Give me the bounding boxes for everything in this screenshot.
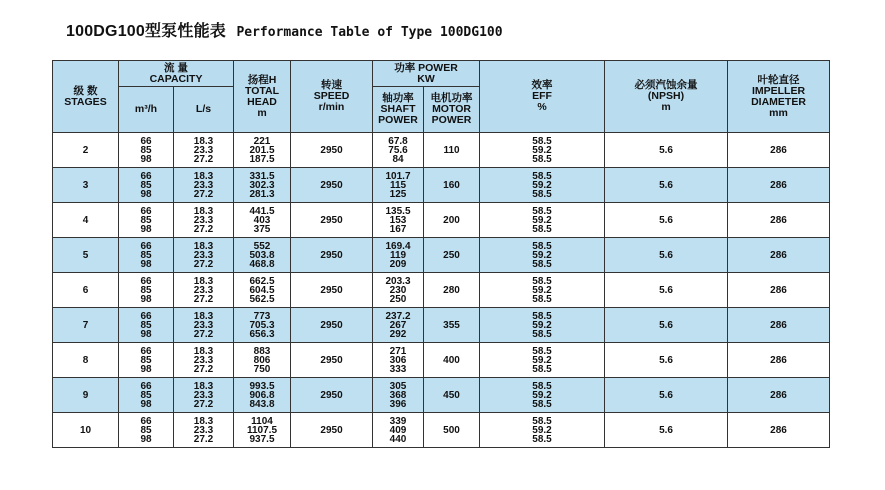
- cell-speed: 2950: [291, 308, 373, 343]
- cell-value: 375: [253, 223, 271, 235]
- cell-value: 58.5: [532, 275, 552, 287]
- cell-shaft: [373, 168, 424, 203]
- cell-imp: 286: [728, 238, 830, 273]
- cell-value: 806: [253, 354, 271, 366]
- header-m3h: m³/h: [119, 87, 174, 133]
- cell-value: 135.5: [385, 205, 411, 217]
- cell-stage: 8: [53, 343, 119, 378]
- cell-value: 468.8: [249, 258, 275, 270]
- cell-speed: 2950: [291, 273, 373, 308]
- cell-q2: [174, 203, 234, 238]
- cell-head: [234, 203, 291, 238]
- cell-value: 23.3: [193, 284, 214, 296]
- cell-imp: 286: [728, 413, 830, 448]
- cell-value: 27.2: [193, 258, 214, 270]
- cell-value: 85: [140, 319, 152, 331]
- cell-value: 396: [389, 398, 407, 410]
- cell-value: 58.5: [532, 345, 552, 357]
- header-eff: 效率 EFF %: [480, 61, 605, 133]
- cell-imp: 286: [728, 378, 830, 413]
- cell-value: 59.2: [532, 144, 552, 156]
- cell-value: 85: [140, 424, 152, 436]
- cell-value: 27.2: [193, 433, 214, 445]
- cell-value: 58.5: [532, 153, 552, 165]
- table-row: [53, 343, 830, 378]
- cell-eff: [480, 308, 605, 343]
- cell-value: 937.5: [249, 433, 275, 445]
- cell-value: 98: [140, 188, 152, 200]
- cell-value: 98: [140, 363, 152, 375]
- cell-value: 66: [140, 415, 152, 427]
- cell-value: 306: [389, 354, 407, 366]
- cell-value: 125: [389, 188, 407, 200]
- cell-value: 27.2: [193, 223, 214, 235]
- cell-motor: 450: [424, 378, 480, 413]
- cell-imp: 286: [728, 203, 830, 238]
- cell-eff: [480, 238, 605, 273]
- cell-value: 440: [389, 433, 407, 445]
- cell-eff: [480, 378, 605, 413]
- cell-value: 750: [253, 363, 271, 375]
- cell-value: 604.5: [249, 284, 275, 296]
- header-stages: 级 数 STAGES: [53, 61, 119, 133]
- performance-table: [52, 60, 830, 448]
- cell-eff: [480, 133, 605, 168]
- header-capacity: 流 量 CAPACITY: [119, 61, 234, 87]
- cell-q1: [119, 168, 174, 203]
- cell-value: 85: [140, 144, 152, 156]
- cell-value: 58.5: [532, 188, 552, 200]
- cell-value: 59.2: [532, 424, 552, 436]
- cell-imp: 286: [728, 343, 830, 378]
- cell-stage: 7: [53, 308, 119, 343]
- cell-value: 98: [140, 328, 152, 340]
- cell-value: 98: [140, 223, 152, 235]
- cell-value: 66: [140, 275, 152, 287]
- cell-motor: 250: [424, 238, 480, 273]
- cell-motor: 500: [424, 413, 480, 448]
- cell-value: 59.2: [532, 179, 552, 191]
- cell-value: 58.5: [532, 293, 552, 305]
- cell-eff: [480, 168, 605, 203]
- cell-head: [234, 308, 291, 343]
- header-head: 扬程H TOTAL HEAD m: [234, 61, 291, 133]
- cell-value: 23.3: [193, 389, 214, 401]
- cell-value: 203.3: [385, 275, 411, 287]
- cell-q2: [174, 238, 234, 273]
- cell-value: 23.3: [193, 144, 214, 156]
- cell-eff: [480, 343, 605, 378]
- cell-motor: 400: [424, 343, 480, 378]
- cell-value: 409: [389, 424, 407, 436]
- cell-value: 993.5: [249, 380, 275, 392]
- header-shaft-power: 轴功率 SHAFT POWER: [373, 87, 424, 133]
- cell-value: 84: [392, 153, 404, 165]
- cell-value: 18.3: [193, 170, 214, 182]
- cell-q2: [174, 133, 234, 168]
- cell-eff: [480, 273, 605, 308]
- cell-value: 27.2: [193, 188, 214, 200]
- cell-head: [234, 133, 291, 168]
- cell-value: 441.5: [249, 205, 275, 217]
- page-title: [66, 18, 503, 41]
- cell-value: 58.5: [532, 135, 552, 147]
- cell-npsh: 5.6: [605, 168, 728, 203]
- cell-motor: 110: [424, 133, 480, 168]
- cell-value: 302.3: [249, 179, 275, 191]
- title-en: Performance Table of Type 100DG100: [236, 25, 503, 40]
- cell-value: 66: [140, 310, 152, 322]
- cell-value: 66: [140, 170, 152, 182]
- cell-value: 58.5: [532, 170, 552, 182]
- cell-npsh: 5.6: [605, 238, 728, 273]
- cell-value: 23.3: [193, 424, 214, 436]
- cell-value: 85: [140, 284, 152, 296]
- cell-speed: 2950: [291, 168, 373, 203]
- cell-value: 66: [140, 205, 152, 217]
- cell-value: 58.5: [532, 433, 552, 445]
- table-row: [53, 378, 830, 413]
- cell-value: 75.6: [388, 144, 408, 156]
- cell-imp: 286: [728, 168, 830, 203]
- header-power: 功率 POWER KW: [373, 61, 480, 87]
- cell-value: 23.3: [193, 214, 214, 226]
- cell-stage: 5: [53, 238, 119, 273]
- cell-value: 58.5: [532, 240, 552, 252]
- cell-q2: [174, 168, 234, 203]
- table-row: [53, 238, 830, 273]
- cell-value: 58.5: [532, 328, 552, 340]
- cell-q1: [119, 378, 174, 413]
- cell-q1: [119, 343, 174, 378]
- cell-value: 18.3: [193, 275, 214, 287]
- cell-value: 230: [389, 284, 407, 296]
- cell-value: 59.2: [532, 319, 552, 331]
- cell-value: 153: [389, 214, 407, 226]
- cell-value: 98: [140, 153, 152, 165]
- cell-value: 23.3: [193, 249, 214, 261]
- header-impeller: 叶轮直径 IMPELLER DIAMETER mm: [728, 61, 830, 133]
- cell-npsh: 5.6: [605, 273, 728, 308]
- cell-value: 119: [389, 249, 407, 261]
- cell-value: 167: [389, 223, 407, 235]
- cell-value: 201.5: [249, 144, 275, 156]
- cell-value: 403: [253, 214, 271, 226]
- cell-motor: 280: [424, 273, 480, 308]
- cell-q2: [174, 378, 234, 413]
- cell-npsh: 5.6: [605, 413, 728, 448]
- table-row: [53, 273, 830, 308]
- cell-npsh: 5.6: [605, 378, 728, 413]
- cell-value: 59.2: [532, 284, 552, 296]
- cell-imp: 286: [728, 133, 830, 168]
- cell-q2: [174, 273, 234, 308]
- cell-value: 221: [253, 135, 271, 147]
- cell-eff: [480, 203, 605, 238]
- cell-value: 58.5: [532, 223, 552, 235]
- cell-value: 27.2: [193, 398, 214, 410]
- cell-value: 18.3: [193, 310, 214, 322]
- table-row: [53, 308, 830, 343]
- cell-value: 773: [253, 310, 271, 322]
- cell-value: 85: [140, 354, 152, 366]
- table-row: [53, 133, 830, 168]
- cell-value: 98: [140, 258, 152, 270]
- cell-npsh: 5.6: [605, 203, 728, 238]
- cell-value: 27.2: [193, 293, 214, 305]
- cell-value: 23.3: [193, 354, 214, 366]
- cell-value: 662.5: [249, 275, 275, 287]
- cell-value: 58.5: [532, 310, 552, 322]
- cell-speed: 2950: [291, 203, 373, 238]
- cell-head: [234, 168, 291, 203]
- cell-value: 331.5: [249, 170, 275, 182]
- cell-value: 18.3: [193, 345, 214, 357]
- cell-value: 59.2: [532, 389, 552, 401]
- cell-npsh: 5.6: [605, 308, 728, 343]
- cell-value: 18.3: [193, 380, 214, 392]
- cell-value: 705.3: [249, 319, 275, 331]
- cell-value: 66: [140, 135, 152, 147]
- cell-value: 101.7: [385, 170, 411, 182]
- cell-value: 27.2: [193, 328, 214, 340]
- cell-value: 1107.5: [246, 424, 278, 436]
- cell-value: 67.8: [388, 135, 408, 147]
- cell-value: 66: [140, 240, 152, 252]
- cell-stage: 9: [53, 378, 119, 413]
- cell-head: [234, 413, 291, 448]
- cell-value: 271: [389, 345, 407, 357]
- cell-value: 58.5: [532, 258, 552, 270]
- cell-q1: [119, 308, 174, 343]
- cell-imp: 286: [728, 308, 830, 343]
- header-npsh: 必须汽蚀余量 (NPSH) m: [605, 61, 728, 133]
- cell-motor: 355: [424, 308, 480, 343]
- cell-value: 18.3: [193, 240, 214, 252]
- cell-value: 58.5: [532, 205, 552, 217]
- cell-shaft: [373, 133, 424, 168]
- cell-value: 562.5: [249, 293, 275, 305]
- cell-npsh: 5.6: [605, 133, 728, 168]
- cell-stage: 6: [53, 273, 119, 308]
- cell-value: 267: [389, 319, 407, 331]
- cell-value: 98: [140, 398, 152, 410]
- header-motor-power: 电机功率 MOTOR POWER: [424, 87, 480, 133]
- cell-value: 27.2: [193, 153, 214, 165]
- cell-value: 85: [140, 249, 152, 261]
- cell-value: 906.8: [249, 389, 275, 401]
- cell-q1: [119, 133, 174, 168]
- cell-value: 656.3: [249, 328, 275, 340]
- cell-value: 883: [253, 345, 271, 357]
- cell-value: 503.8: [249, 249, 275, 261]
- cell-imp: 286: [728, 273, 830, 308]
- cell-shaft: [373, 203, 424, 238]
- cell-shaft: [373, 273, 424, 308]
- table-row: [53, 168, 830, 203]
- cell-value: 98: [140, 433, 152, 445]
- cell-value: 169.4: [385, 240, 411, 252]
- cell-value: 59.2: [532, 249, 552, 261]
- cell-shaft: [373, 378, 424, 413]
- cell-head: [234, 343, 291, 378]
- cell-value: 59.2: [532, 354, 552, 366]
- cell-value: 85: [140, 214, 152, 226]
- cell-stage: 10: [53, 413, 119, 448]
- cell-motor: 200: [424, 203, 480, 238]
- cell-q1: [119, 238, 174, 273]
- cell-eff: [480, 413, 605, 448]
- cell-value: 58.5: [532, 415, 552, 427]
- cell-value: 1104: [251, 415, 273, 427]
- cell-speed: 2950: [291, 343, 373, 378]
- cell-head: [234, 273, 291, 308]
- cell-value: 552: [253, 240, 271, 252]
- cell-q1: [119, 273, 174, 308]
- table-row: [53, 203, 830, 238]
- cell-value: 18.3: [193, 205, 214, 217]
- table-row: [53, 413, 830, 448]
- cell-value: 85: [140, 389, 152, 401]
- cell-value: 368: [389, 389, 407, 401]
- cell-stage: 4: [53, 203, 119, 238]
- cell-shaft: [373, 343, 424, 378]
- cell-value: 281.3: [249, 188, 275, 200]
- cell-value: 23.3: [193, 319, 214, 331]
- cell-value: 58.5: [532, 380, 552, 392]
- cell-value: 27.2: [193, 363, 214, 375]
- cell-value: 23.3: [193, 179, 214, 191]
- cell-speed: 2950: [291, 413, 373, 448]
- table-body: [53, 133, 830, 448]
- cell-q1: [119, 413, 174, 448]
- cell-value: 18.3: [193, 135, 214, 147]
- cell-stage: 2: [53, 133, 119, 168]
- cell-value: 59.2: [532, 214, 552, 226]
- title-cn: 100DG100型泵性能表: [66, 23, 226, 40]
- cell-value: 66: [140, 380, 152, 392]
- cell-speed: 2950: [291, 133, 373, 168]
- cell-shaft: [373, 413, 424, 448]
- cell-value: 98: [140, 293, 152, 305]
- cell-shaft: [373, 238, 424, 273]
- header-ls: L/s: [174, 87, 234, 133]
- cell-head: [234, 238, 291, 273]
- cell-value: 843.8: [249, 398, 275, 410]
- cell-value: 187.5: [249, 153, 275, 165]
- cell-q2: [174, 343, 234, 378]
- cell-value: 333: [389, 363, 407, 375]
- cell-q1: [119, 203, 174, 238]
- cell-q2: [174, 413, 234, 448]
- cell-value: 305: [389, 380, 407, 392]
- cell-head: [234, 378, 291, 413]
- cell-npsh: 5.6: [605, 343, 728, 378]
- header-speed: 转速 SPEED r/min: [291, 61, 373, 133]
- cell-value: 18.3: [193, 415, 214, 427]
- cell-q2: [174, 308, 234, 343]
- cell-value: 66: [140, 345, 152, 357]
- cell-value: 250: [389, 293, 407, 305]
- cell-value: 115: [389, 179, 407, 191]
- cell-speed: 2950: [291, 238, 373, 273]
- cell-value: 58.5: [532, 398, 552, 410]
- cell-shaft: [373, 308, 424, 343]
- cell-value: 58.5: [532, 363, 552, 375]
- cell-value: 237.2: [385, 310, 411, 322]
- cell-value: 292: [389, 328, 407, 340]
- cell-value: 85: [140, 179, 152, 191]
- cell-value: 339: [389, 415, 407, 427]
- cell-motor: 160: [424, 168, 480, 203]
- cell-stage: 3: [53, 168, 119, 203]
- cell-speed: 2950: [291, 378, 373, 413]
- cell-value: 209: [389, 258, 407, 270]
